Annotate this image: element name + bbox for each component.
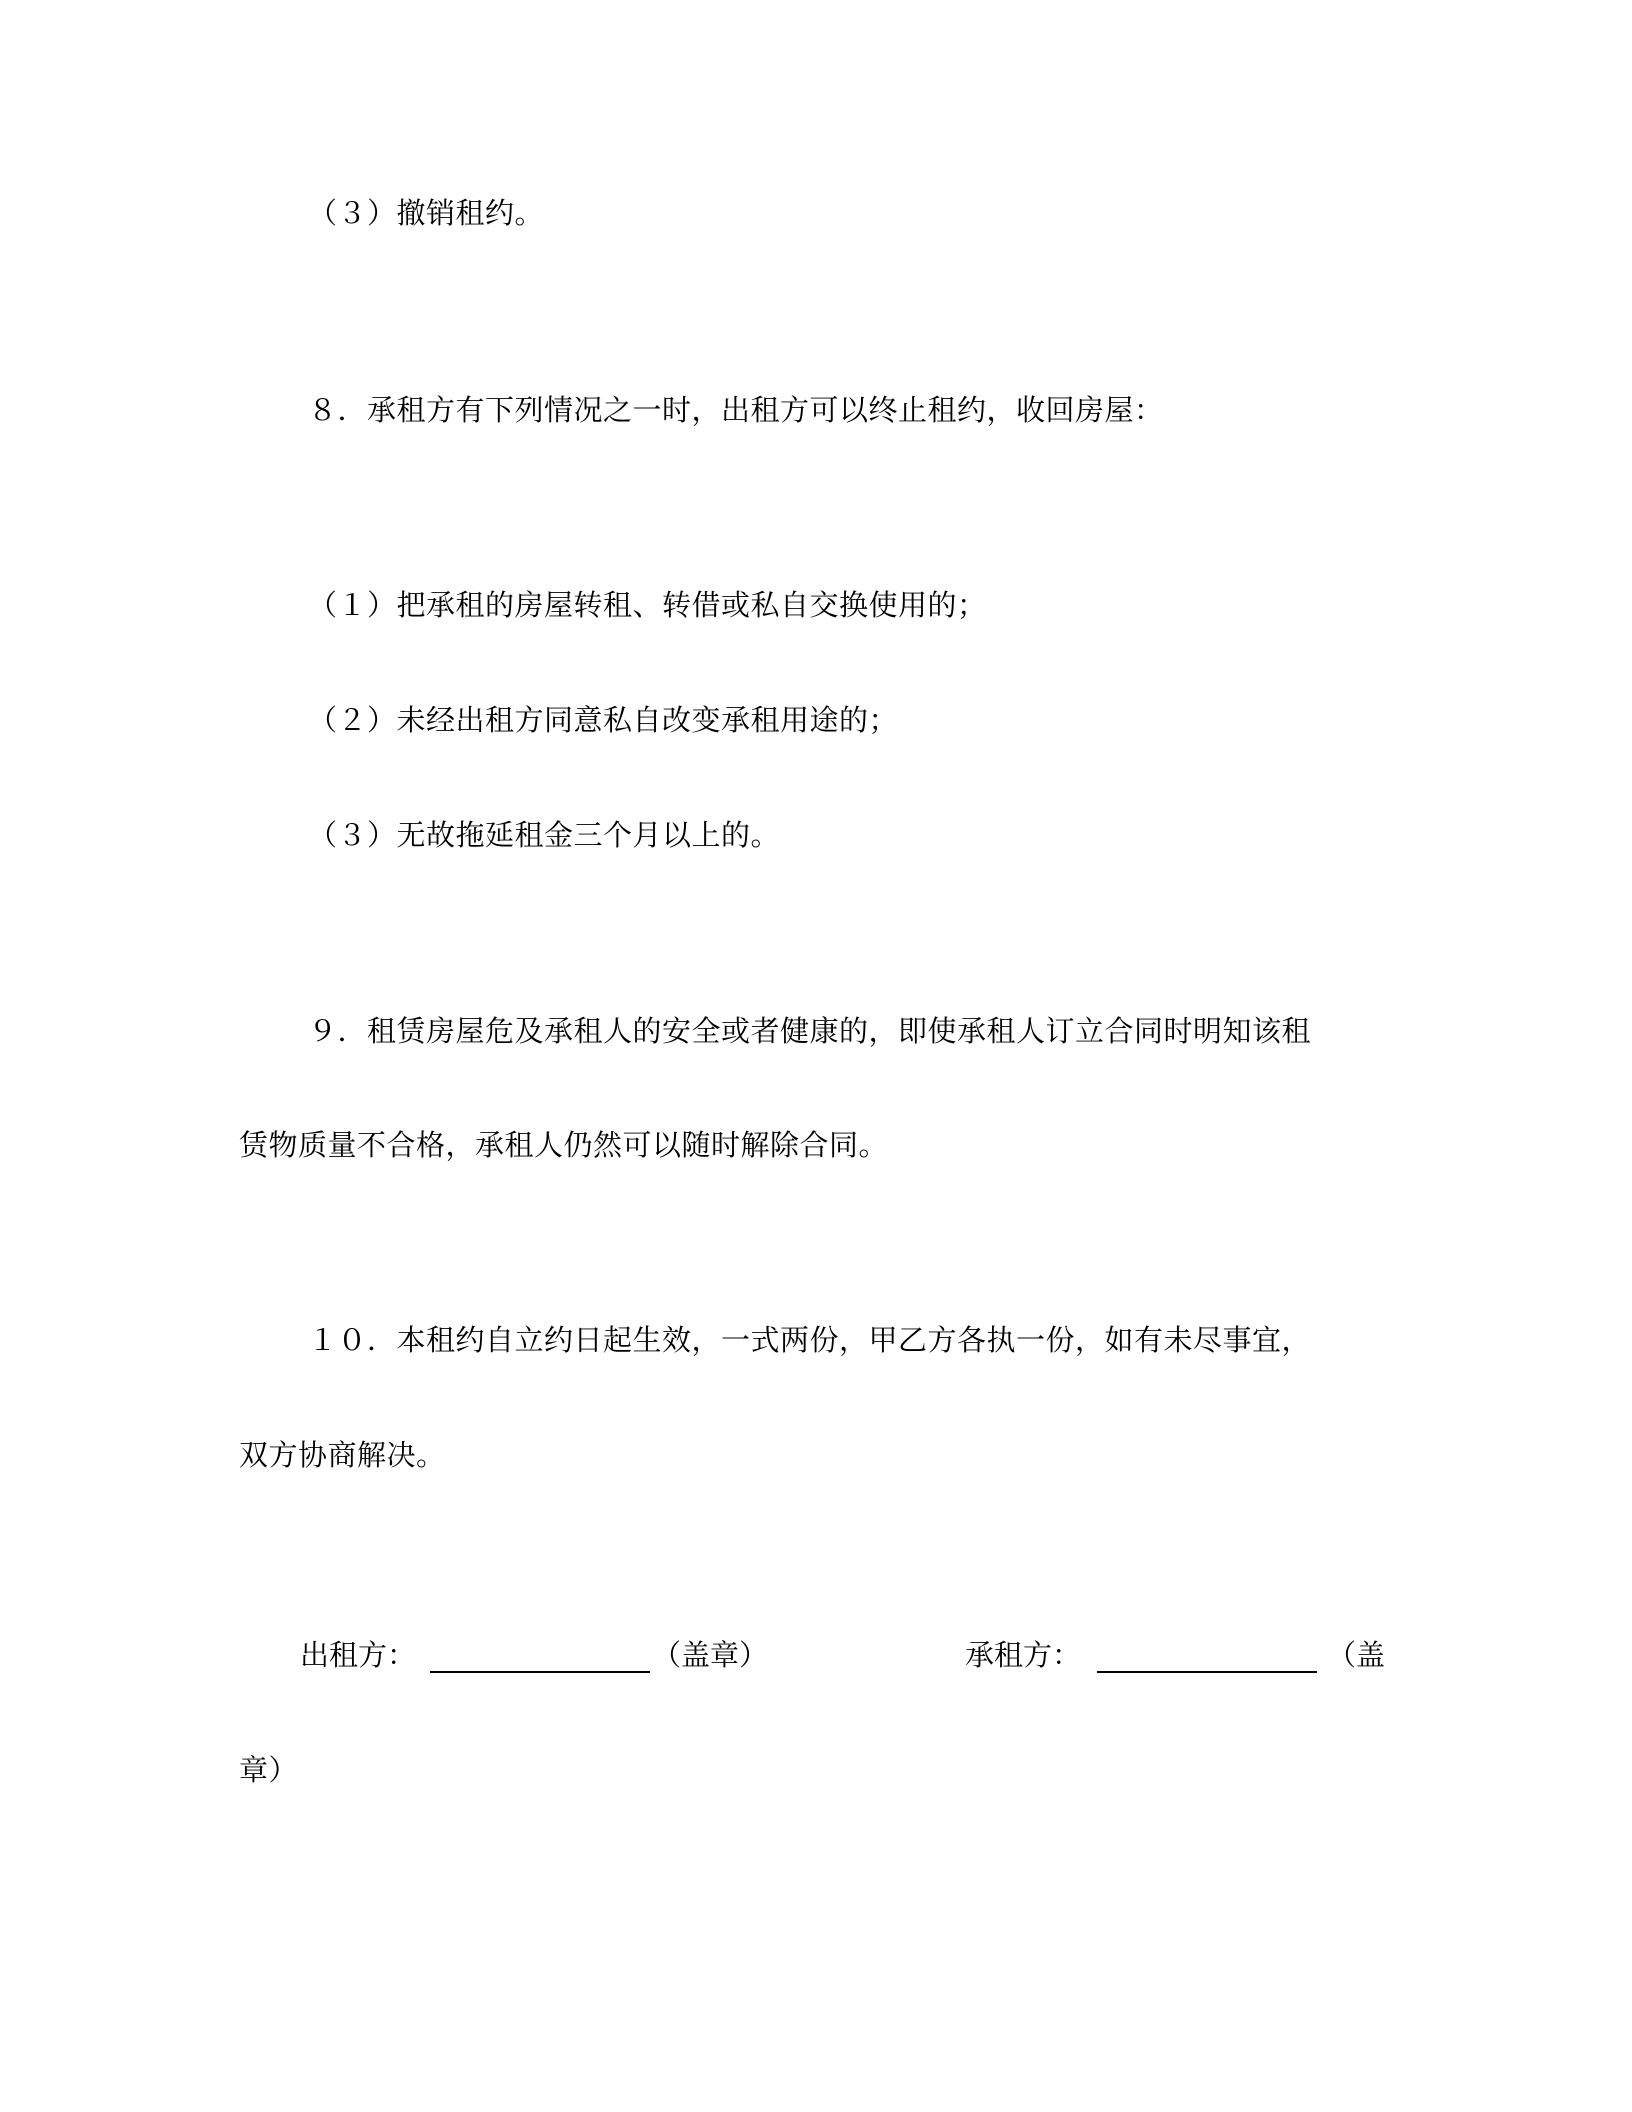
clause-10-line-2: 双方协商解决。: [239, 1438, 446, 1472]
clause-8-heading: ８．承租方有下列情况之一时，出租方可以终止租约，收回房屋：: [308, 393, 1164, 427]
clause-9-line-2: 赁物质量不合格，承租人仍然可以随时解除合同。: [239, 1128, 889, 1162]
lessor-seal-label: （盖章）: [652, 1638, 769, 1672]
lessee-seal-label-part2: 章）: [239, 1753, 299, 1787]
lessor-label: 出租方：: [300, 1638, 417, 1672]
clause-8-item-2: （２）未经出租方同意私自改变承租用途的；: [308, 703, 899, 737]
clause-8-item-1: （１）把承租的房屋转租、转借或私自交换使用的；: [308, 588, 987, 622]
clause-8-item-3: （３）无故拖延租金三个月以上的。: [308, 818, 781, 852]
clause-7-item-3: （３）撤销租约。: [308, 196, 545, 230]
clause-9-line-1: ９．租赁房屋危及承租人的安全或者健康的，即使承租人订立合同时明知该租: [308, 1014, 1312, 1048]
clause-10-line-1: １０．本租约自立约日起生效，一式两份，甲乙方各执一份，如有未尽事宜，: [308, 1323, 1312, 1357]
lessee-seal-label-part1: （盖: [1327, 1638, 1386, 1672]
lessee-signature-line[interactable]: [1097, 1671, 1317, 1673]
lessee-label: 承租方：: [965, 1638, 1082, 1672]
lessor-signature-line[interactable]: [430, 1671, 650, 1673]
